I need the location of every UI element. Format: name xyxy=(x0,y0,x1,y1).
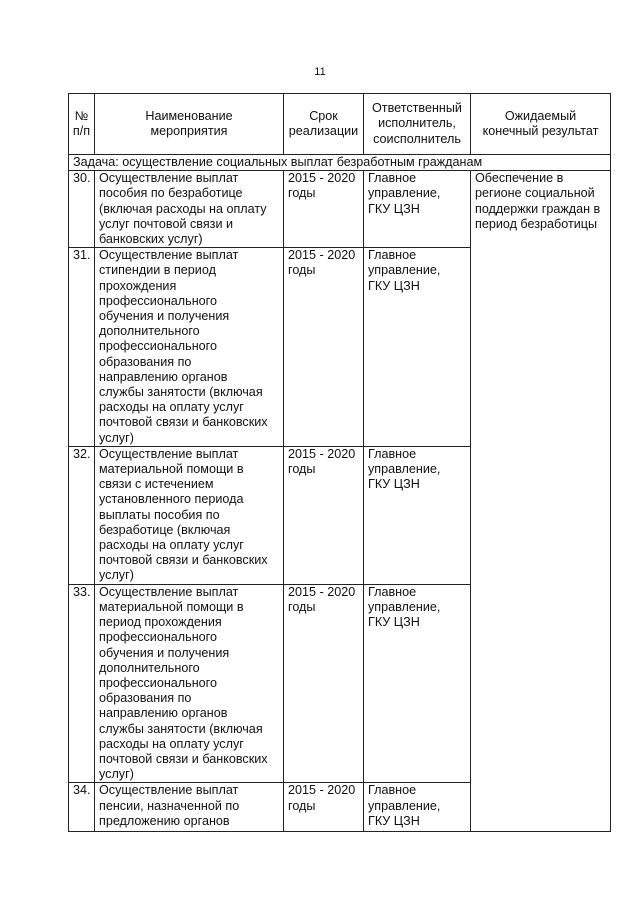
expected-result: Обеспечение в регионе социальной поддержки граждан в период безработицы xyxy=(471,171,611,832)
row-executor: Главное управление, ГКУ ЦЗН xyxy=(364,783,471,832)
task-cell: Задача: осуществление социальных выплат безработным гражданам xyxy=(69,155,611,171)
row-number: 30. xyxy=(69,171,95,248)
header-term: Срок реализации xyxy=(284,94,364,155)
row-executor: Главное управление, ГКУ ЦЗН xyxy=(364,446,471,584)
page-number: 11 xyxy=(314,66,326,78)
header-number: № п/п xyxy=(69,94,95,155)
table-row xyxy=(69,171,611,248)
row-name: Осуществление выплат пособия по безработице (включая расходы на оплату услуг почтовой связи и банковских услуг) xyxy=(95,171,284,248)
row-name: Осуществление выплат стипендии в период прохождения профессионального обучения и получения дополнительного профессионального образования по направлению органов службы занятости (включая расходы на оплату услуг почтовой связи и банковских услуг) xyxy=(95,248,284,447)
row-name: Осуществление выплат пенсии, назначенной по предложению органов xyxy=(95,783,284,832)
row-executor: Главное управление, ГКУ ЦЗН xyxy=(364,248,471,447)
header-name: Наименование мероприятия xyxy=(95,94,284,155)
row-term: 2015 - 2020 годы xyxy=(284,171,364,248)
row-number: 31. xyxy=(69,248,95,447)
row-number: 32. xyxy=(69,446,95,584)
task-row xyxy=(69,155,611,171)
row-term: 2015 - 2020 годы xyxy=(284,584,364,783)
row-term: 2015 - 2020 годы xyxy=(284,446,364,584)
row-term: 2015 - 2020 годы xyxy=(284,783,364,832)
row-name: Осуществление выплат материальной помощи в период прохождения профессионального обучения и получения дополнительного профессионального образования по направлению органов службы занятости (включая расходы на оплату услуг почтовой связи и банковских услуг) xyxy=(95,584,284,783)
table-header-row xyxy=(69,94,611,155)
row-name: Осуществление выплат материальной помощи в связи с истечением установленного периода выплаты пособия по безработице (включая расходы на оплату услуг почтовой связи и банковских услуг) xyxy=(95,446,284,584)
row-executor: Главное управление, ГКУ ЦЗН xyxy=(364,171,471,248)
measures-table xyxy=(68,93,611,832)
row-number: 34. xyxy=(69,783,95,832)
row-executor: Главное управление, ГКУ ЦЗН xyxy=(364,584,471,783)
row-number: 33. xyxy=(69,584,95,783)
header-executor: Ответственный исполнитель, соисполнитель xyxy=(364,94,471,155)
row-term: 2015 - 2020 годы xyxy=(284,248,364,447)
header-result: Ожидаемый конечный результат xyxy=(471,94,611,155)
